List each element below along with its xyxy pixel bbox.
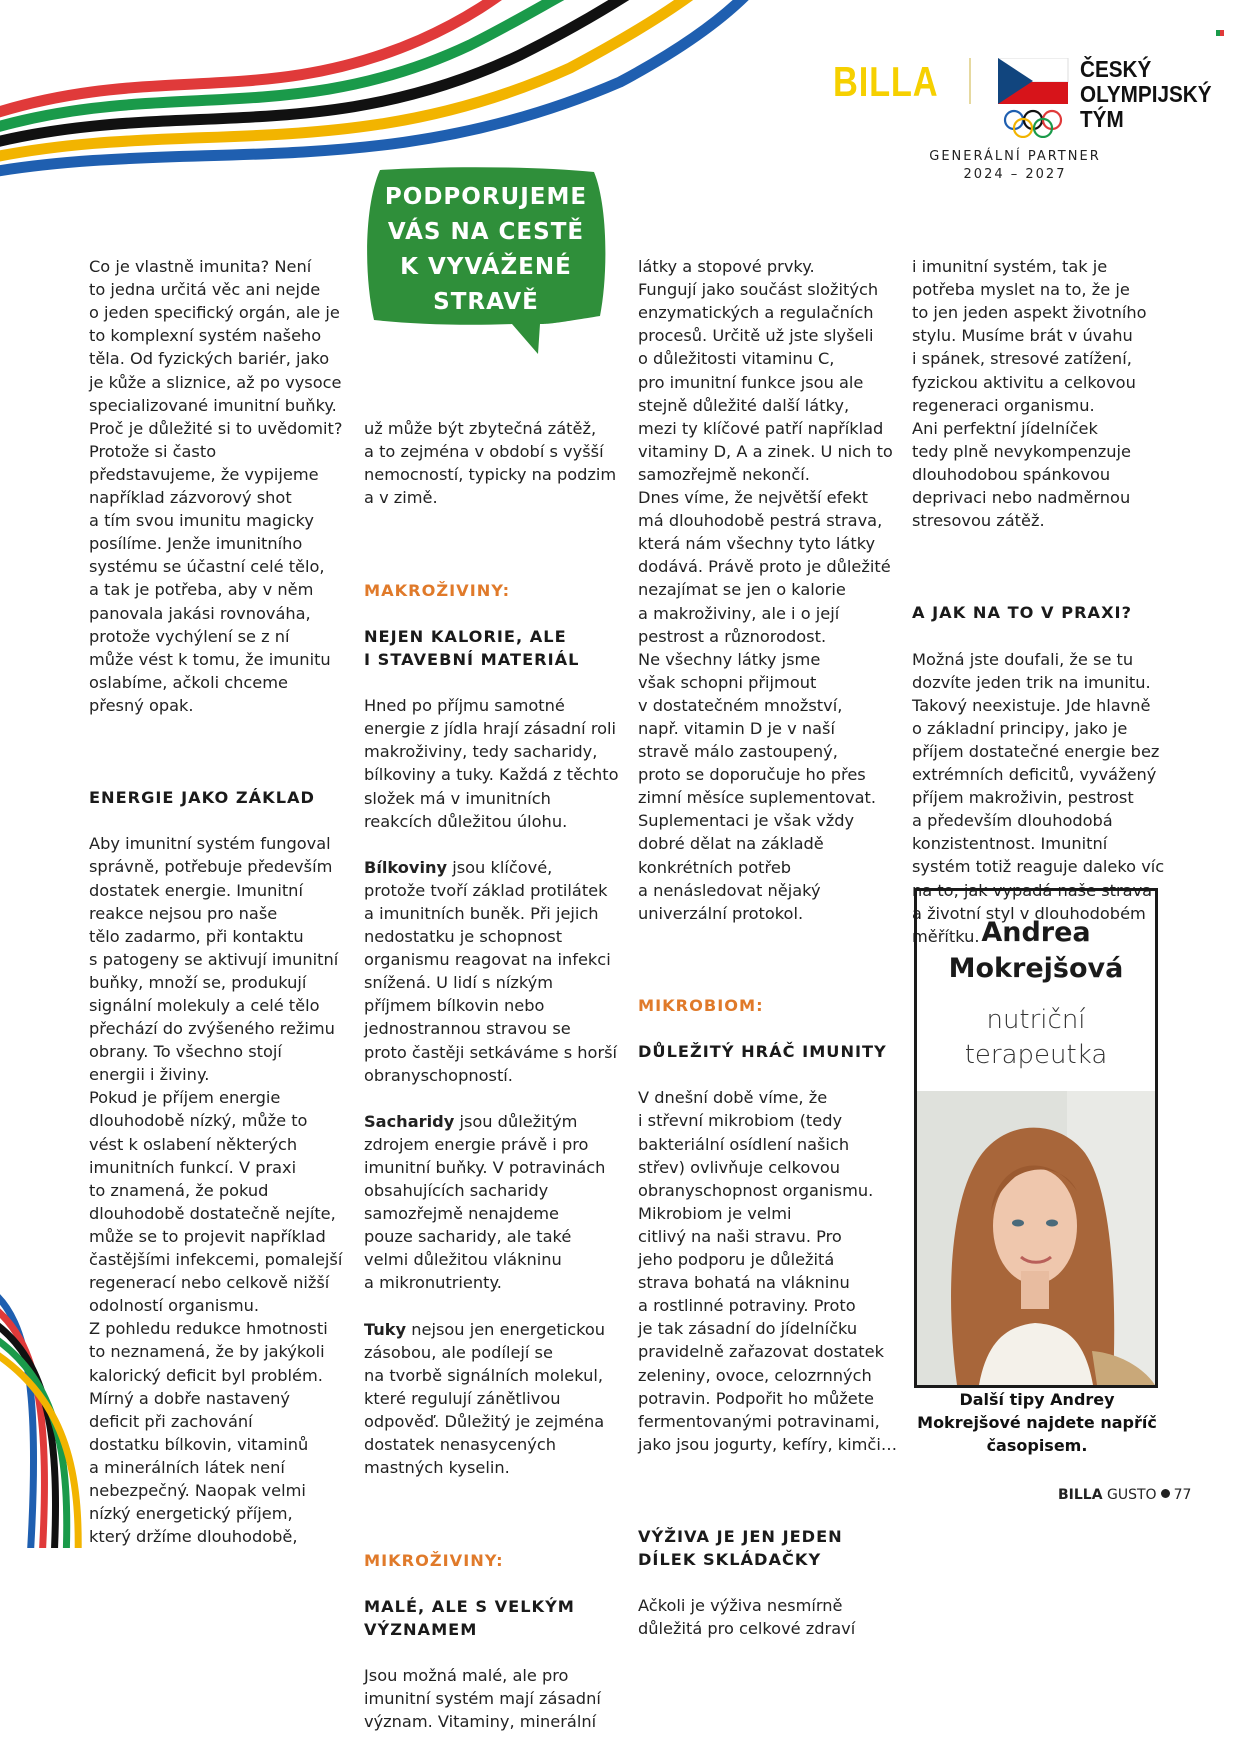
page-number: 77 — [1173, 1487, 1192, 1503]
footer-magazine: GUSTO — [1107, 1487, 1157, 1503]
microbiome-kicker: MIKROBIOM: — [638, 996, 764, 1015]
energy-paragraph: Aby imunitní systém fungoval správně, potřebuje především dostatek energie. Imunitní reakce nejsou pro naše tělo zadarmo, při kontaktu s patogeny se aktivují imunitní buňky, množí se, produkují signální molekuly a celé tělo přechází do zvýšeného režimu obrany. To všechno stojí energii i živiny. Pokud je příjem energie dlouhodobě nízký, může to vést k oslabení některých imunitních funkcí. V praxi to znamená, že pokud dlouhodobě dostatečně nejíte, může se to projevit například častějšími infekcemi, pomalejší regenerací nebo celkově nižší odolností organismu. Z pohledu redukce hmotnosti to neznamená, že by jakýkoli kalorický deficit byl problém. Mírný a dobře nastavený deficit při zachování dostatku bílkovin, vitaminů a minerálních látek není nebezpečný. Naopak velmi nízký energetický příjem, který držíme dlouhodobě, — [89, 834, 343, 1547]
continued-paragraph: už může být zbytečná zátěž, a to zejména v období s vyšší nemocností, typicky na podzim a v zimě. — [364, 419, 617, 508]
fats-label: Tuky — [364, 1319, 407, 1339]
billa-logo: BILLA — [833, 58, 939, 105]
micro-heading: MALÉ, ALE S VELKÝM VÝZNAMEM — [364, 1596, 575, 1639]
section-heading-energy: ENERGIE JAKO ZÁKLAD — [89, 788, 315, 808]
puzzle-heading: VÝŽIVA JE JEN JEDEN DÍLEK SKLÁDAČKY — [638, 1527, 843, 1570]
author-card — [914, 888, 1158, 1388]
column-2 — [364, 394, 626, 1756]
vitamins-paragraph: látky a stopové prvky. Fungují jako součást složitých enzymatických a regulačních procesů. Určitě už jste slyšeli o důležitosti vitaminu C, pro imunitní funkce jsou ale stejně důležité další látky, mezi ty klíčové patří například vitaminy D, A a zinek. U nich to samozřejmě nekončí. Dnes víme, že největší efekt má dlouhodobě pestrá strava, která nám všechny tyto látky dodává. Právě proto je důležité nezajímat se jen o kalorie a makroživiny, ale i o její pestrost a různorodost. Ne všechny látky jsme však schopni přijmout v dostatečném množství, např. vitamin D je v naší stravě málo zastoupený, proto se doporučuje ho přes zimní měsíce suplementovat. Suplementaci je však vždy dobré dělat na základě konkrétních potřeb a nenásledovat nějaký univerzální protokol. — [638, 257, 893, 923]
macro-paragraph: Hned po příjmu samotné energie z jídla hrají zásadní roli makroživiny, tedy sacharidy, bílkoviny a tuky. Každá z těchto složek má v imunitních reakcích důležitou úlohu. — [364, 696, 619, 831]
logo-divider — [969, 58, 971, 104]
author-name: Andrea Mokrejšová — [948, 917, 1124, 984]
author-caption: Další tipy Andrey Mokrejšové najdete napříč časopisem. — [917, 1390, 1157, 1455]
page-footer — [1058, 1487, 1191, 1503]
micro-paragraph: Jsou možná malé, ale pro imunitní systém mají zásadní význam. Vitaminy, minerální — [364, 1665, 601, 1732]
fats-paragraph — [364, 1318, 626, 1480]
olympic-team-wordmark: ČESKÝ OLYMPIJSKÝ TÝM — [1080, 56, 1212, 132]
microbiome-heading: DŮLEŽITÝ HRÁČ IMUNITY — [638, 1042, 887, 1062]
protein-text: jsou klíčové, protože tvoří základ protilátek a imunitních buněk. Při jejich nedostatku je schopnost organismu reagovat na infekci snížená. U lidí s nízkým příjmem bílkovin nebo jednostrannou stravou se proto častěji setkáváme s horší obranyschopností. — [364, 857, 618, 1085]
author-portrait-image — [917, 1091, 1155, 1385]
fats-text: nejsou jen energetickou zásobou, ale podílejí se na tvorbě signálních molekul, které regulují zánětlivou odpověď. Důležitý je zejména dostatek nenasycených mastných kyselin. — [364, 1319, 606, 1478]
puzzle-paragraph: Ačkoli je výživa nesmírně důležitá pro celkové zdraví — [638, 1596, 856, 1639]
carbs-text: jsou důležitým zdrojem energie právě i pro imunitní buňky. V potravinách obsahujících sacharidy samozřejmě nenajdeme pouze sacharidy, ale také velmi důležitou vlákninu a mikronutrienty. — [364, 1111, 606, 1293]
general-partner-label: GENERÁLNÍ PARTNER 2024 – 2027 — [929, 149, 1101, 182]
macro-kicker: MAKROŽIVINY: — [364, 580, 511, 600]
footer-brand: BILLA — [1058, 1487, 1103, 1503]
practice-paragraph: Možná jste doufali, že se tu dozvíte jeden trik na imunitu. Takový neexistuje. Jde hlavně o základní principy, jako je příjem dostatečné energie bez extrémních deficitů, vyvážený příjem makroživin, pestrost a především dlouhodobá konzistentnost. Imunitní systém totiž reaguje daleko víc na to, jak vypadá naše strava a životní styl v dlouhodobém měřítku. — [912, 649, 1165, 946]
column-1 — [89, 232, 351, 1571]
czech-olympic-logo — [998, 58, 1070, 138]
lifestyle-paragraph: i imunitní systém, tak je potřeba myslet na to, že je to jen jeden aspekt životního stylu. Musíme brát v úvahu i spánek, stresové zatížení, fyzickou aktivitu a celkovou regeneraci organismu. Ani perfektní jídelníček tedy plně nevykompenzuje dlouhodobou spánkovou deprivaci nebo nadměrnou stresovou zátěž. — [912, 257, 1147, 531]
protein-label: Bílkoviny — [364, 857, 448, 877]
protein-paragraph — [364, 856, 626, 1087]
intro-paragraph: Co je vlastně imunita? Není to jedna určitá věc ani nejde o jeden specifický orgán, ale je to komplexní systém našeho těla. Od fyzických bariér, jako je kůže a sliznice, až po vysoce specializované imunitní buňky. Proč je důležité si to uvědomit? Protože si často představujeme, že vypijeme například zázvorový shot a tím svou imunitu magicky posílíme. Jenže imunitního systému se účastní celé tělo, a tak je potřeba, aby v něm panovala jakási rovnováha, protože vychýlení se z ní může vést k tomu, že imunitu oslabíme, ačkoli chceme přesný opak. — [89, 257, 343, 715]
author-photo — [917, 1091, 1155, 1385]
micro-kicker: MIKROŽIVINY: — [364, 1550, 504, 1570]
bubble-text: PODPORUJEME VÁS NA CESTĚ K VYVÁŽENÉ STRAVĚ — [384, 184, 588, 315]
footer-dot-icon — [1161, 1489, 1170, 1498]
microbiome-paragraph: V dnešní době víme, že i střevní mikrobiom (tedy bakteriální osídlení našich střev) ovlivňuje celkovou obranyschopnost organismu. Mikrobiom je velmi citlivý na naši stravu. Pro jeho podporu je důležitá strava bohatá na vlákninu a rostlinné potraviny. Proto je tak zásadní do jídelníčku pravidelně zařazovat dostatek zeleniny, ovoce, celozrnných potravin. Podpořit ho můžete fermentovanými potravinami, jako jsou jogurty, kefíry, kimči… — [638, 1088, 898, 1454]
macro-heading: NEJEN KALORIE, ALE I STAVEBNÍ MATERIÁL — [364, 626, 580, 669]
practice-heading: A JAK NA TO V PRAXI? — [912, 603, 1132, 623]
column-4 — [912, 232, 1174, 971]
carbs-label: Sacharidy — [364, 1111, 455, 1131]
column-3 — [638, 232, 900, 1664]
corner-mark-icon — [1216, 30, 1224, 36]
author-role: nutriční terapeutka — [964, 1005, 1108, 1070]
callout-bubble — [362, 166, 610, 362]
carbs-paragraph — [364, 1110, 626, 1295]
